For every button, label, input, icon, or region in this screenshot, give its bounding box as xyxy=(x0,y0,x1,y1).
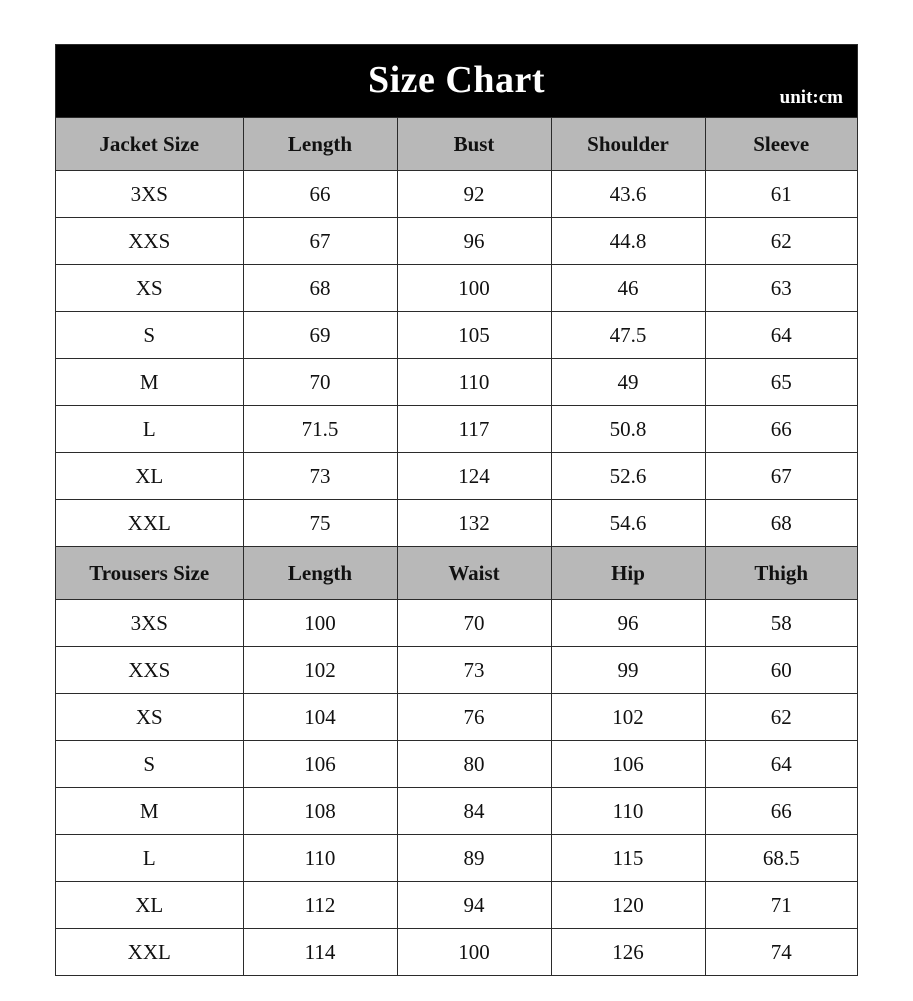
table-row xyxy=(56,835,857,882)
cell-value: 52.6 xyxy=(551,453,705,500)
cell-value: 46 xyxy=(551,265,705,312)
cell-value: 110 xyxy=(397,359,551,406)
cell-value: 120 xyxy=(551,882,705,929)
cell-value: 105 xyxy=(397,312,551,359)
cell-value: 117 xyxy=(397,406,551,453)
cell-value: 58 xyxy=(705,600,857,647)
size-chart xyxy=(55,44,858,976)
cell-value: 96 xyxy=(397,218,551,265)
table-row xyxy=(56,647,857,694)
cell-value: 54.6 xyxy=(551,500,705,547)
cell-value: 69 xyxy=(243,312,397,359)
column-header: Jacket Size xyxy=(56,118,243,171)
unit-label: unit:cm xyxy=(779,87,843,108)
cell-value: 67 xyxy=(243,218,397,265)
cell-value: 70 xyxy=(397,600,551,647)
cell-value: 114 xyxy=(243,929,397,976)
column-header: Length xyxy=(243,547,397,600)
cell-value: 71.5 xyxy=(243,406,397,453)
cell-value: 106 xyxy=(551,741,705,788)
cell-size: 3XS xyxy=(56,171,243,218)
table-row xyxy=(56,600,857,647)
cell-value: 70 xyxy=(243,359,397,406)
chart-title-bar xyxy=(56,45,857,117)
cell-value: 43.6 xyxy=(551,171,705,218)
cell-value: 49 xyxy=(551,359,705,406)
cell-value: 126 xyxy=(551,929,705,976)
cell-value: 62 xyxy=(705,694,857,741)
cell-value: 60 xyxy=(705,647,857,694)
cell-value: 89 xyxy=(397,835,551,882)
cell-value: 65 xyxy=(705,359,857,406)
cell-value: 68.5 xyxy=(705,835,857,882)
cell-value: 100 xyxy=(243,600,397,647)
column-header: Shoulder xyxy=(551,118,705,171)
cell-value: 112 xyxy=(243,882,397,929)
column-header: Hip xyxy=(551,547,705,600)
table-row xyxy=(56,500,857,547)
cell-value: 96 xyxy=(551,600,705,647)
cell-value: 100 xyxy=(397,265,551,312)
table-row xyxy=(56,741,857,788)
cell-size: XL xyxy=(56,882,243,929)
cell-size: XXS xyxy=(56,647,243,694)
cell-value: 115 xyxy=(551,835,705,882)
cell-value: 66 xyxy=(705,406,857,453)
cell-value: 61 xyxy=(705,171,857,218)
table-row xyxy=(56,929,857,976)
cell-value: 92 xyxy=(397,171,551,218)
cell-value: 64 xyxy=(705,312,857,359)
cell-value: 64 xyxy=(705,741,857,788)
cell-size: L xyxy=(56,406,243,453)
table-row xyxy=(56,359,857,406)
page-title: Size Chart xyxy=(367,59,546,101)
size-table xyxy=(56,117,857,975)
cell-value: 74 xyxy=(705,929,857,976)
cell-value: 106 xyxy=(243,741,397,788)
column-header: Bust xyxy=(397,118,551,171)
cell-value: 84 xyxy=(397,788,551,835)
cell-value: 94 xyxy=(397,882,551,929)
cell-value: 108 xyxy=(243,788,397,835)
table-row xyxy=(56,265,857,312)
column-header: Sleeve xyxy=(705,118,857,171)
jacket-header-row xyxy=(56,118,857,171)
cell-value: 68 xyxy=(705,500,857,547)
table-row xyxy=(56,406,857,453)
table-row xyxy=(56,788,857,835)
cell-value: 68 xyxy=(243,265,397,312)
cell-size: XXL xyxy=(56,500,243,547)
cell-value: 100 xyxy=(397,929,551,976)
cell-value: 80 xyxy=(397,741,551,788)
cell-value: 71 xyxy=(705,882,857,929)
cell-value: 110 xyxy=(551,788,705,835)
trousers-header-row xyxy=(56,547,857,600)
cell-value: 104 xyxy=(243,694,397,741)
cell-value: 76 xyxy=(397,694,551,741)
cell-value: 44.8 xyxy=(551,218,705,265)
cell-size: M xyxy=(56,788,243,835)
cell-value: 73 xyxy=(243,453,397,500)
cell-size: S xyxy=(56,741,243,788)
cell-size: XS xyxy=(56,265,243,312)
size-table-body xyxy=(56,118,857,976)
cell-value: 47.5 xyxy=(551,312,705,359)
table-row xyxy=(56,882,857,929)
cell-value: 50.8 xyxy=(551,406,705,453)
cell-value: 66 xyxy=(243,171,397,218)
cell-size: XL xyxy=(56,453,243,500)
cell-value: 73 xyxy=(397,647,551,694)
cell-size: S xyxy=(56,312,243,359)
column-header: Waist xyxy=(397,547,551,600)
cell-value: 63 xyxy=(705,265,857,312)
cell-size: XXS xyxy=(56,218,243,265)
cell-value: 110 xyxy=(243,835,397,882)
cell-value: 67 xyxy=(705,453,857,500)
cell-value: 102 xyxy=(243,647,397,694)
table-row xyxy=(56,218,857,265)
cell-size: M xyxy=(56,359,243,406)
column-header: Length xyxy=(243,118,397,171)
cell-value: 66 xyxy=(705,788,857,835)
table-row xyxy=(56,171,857,218)
table-row xyxy=(56,694,857,741)
cell-size: XXL xyxy=(56,929,243,976)
cell-value: 124 xyxy=(397,453,551,500)
table-row xyxy=(56,312,857,359)
table-row xyxy=(56,453,857,500)
cell-value: 132 xyxy=(397,500,551,547)
cell-size: L xyxy=(56,835,243,882)
column-header: Thigh xyxy=(705,547,857,600)
cell-size: 3XS xyxy=(56,600,243,647)
cell-size: XS xyxy=(56,694,243,741)
cell-value: 75 xyxy=(243,500,397,547)
cell-value: 99 xyxy=(551,647,705,694)
cell-value: 62 xyxy=(705,218,857,265)
cell-value: 102 xyxy=(551,694,705,741)
column-header: Trousers Size xyxy=(56,547,243,600)
